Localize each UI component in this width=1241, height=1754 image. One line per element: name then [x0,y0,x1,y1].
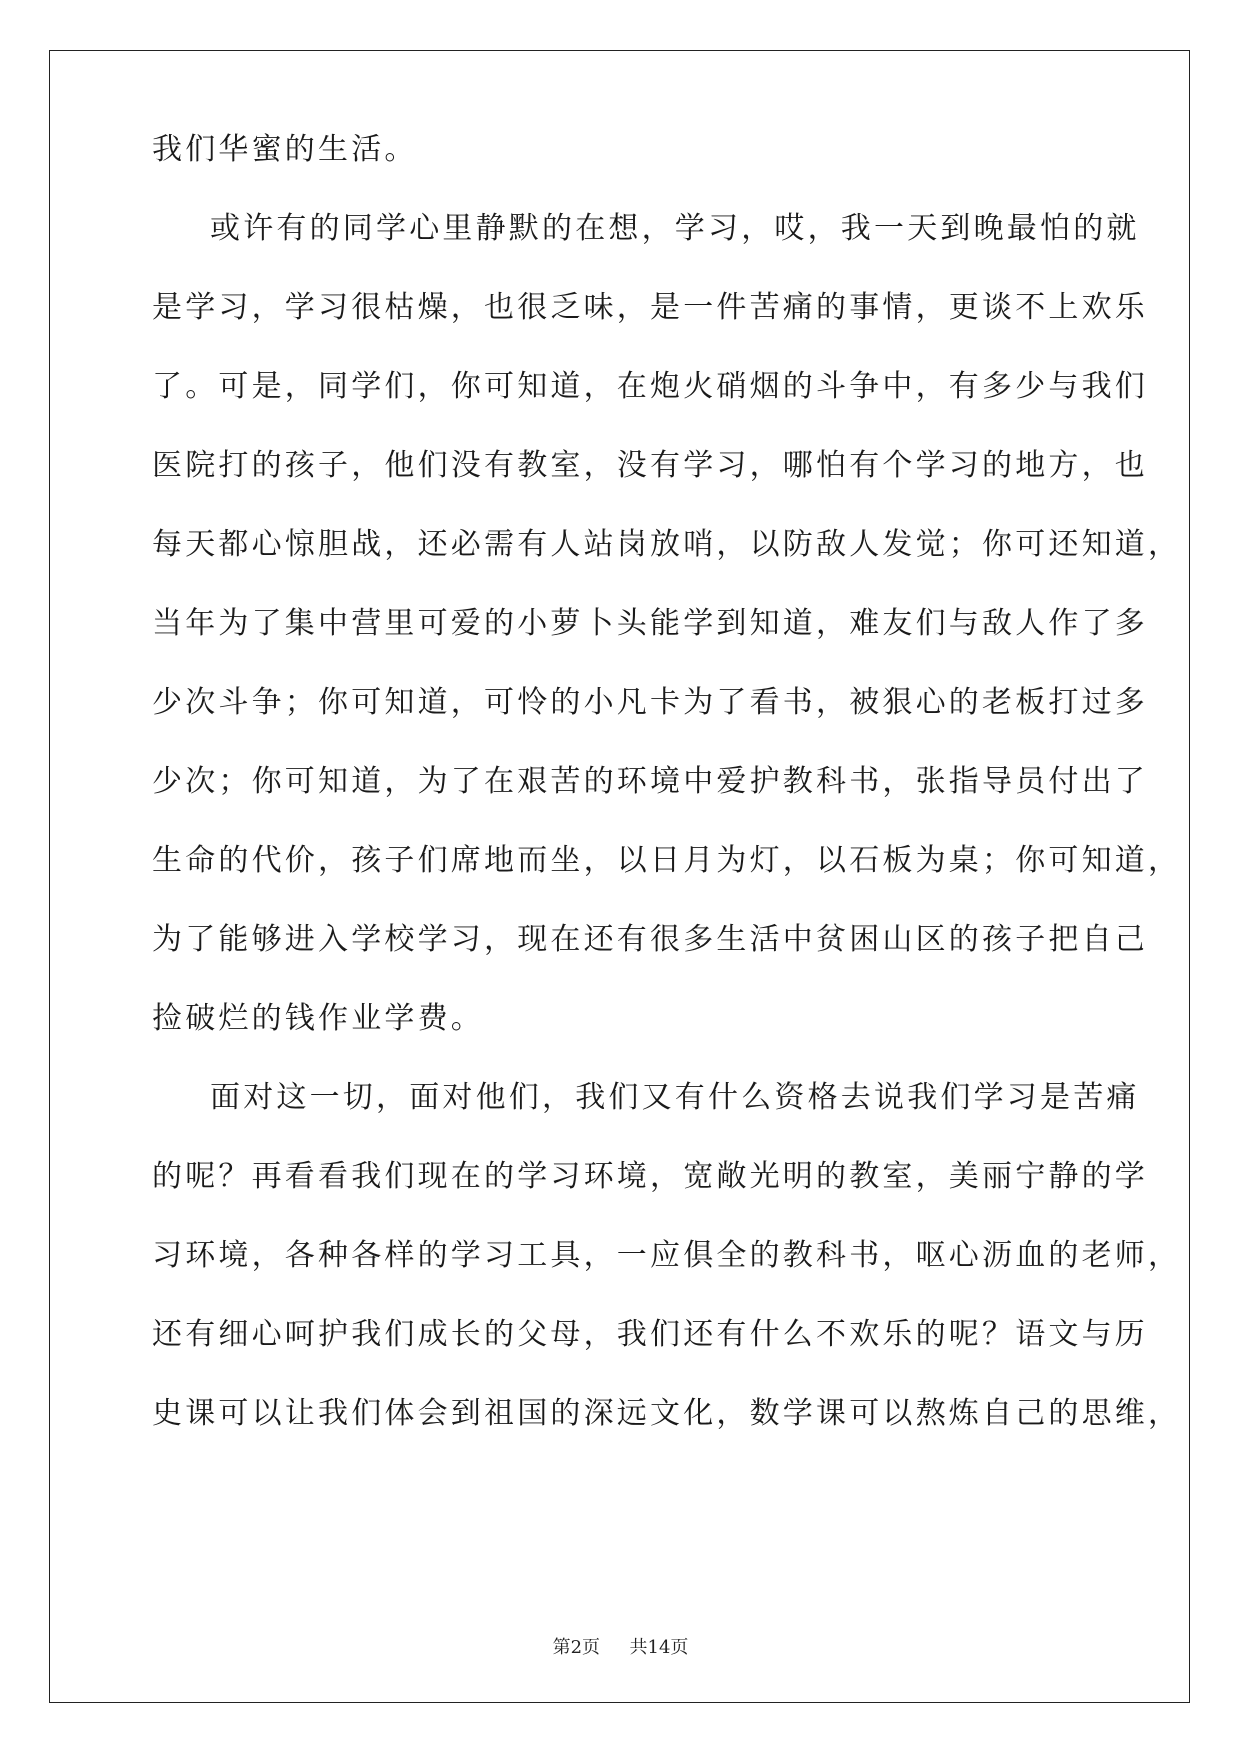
text-line: 面对这一切，面对他们，我们又有什么资格去说我们学习是苦痛 [210,1080,1140,1115]
paragraph-1 [152,110,1092,189]
text-line: 史课可以让我们体会到祖国的深远文化，数学课可以熬炼自己的思维， [152,1396,1182,1431]
page-number: 第2页 [552,1637,601,1658]
text-line: 的呢？再看看我们现在的学习环境，宽敞光明的教室，美丽宁静的学 [152,1159,1148,1194]
text-line: 捡破烂的钱作业学费。 [152,1001,484,1036]
text-line: 少次；你可知道，为了在艰苦的环境中爱护教科书，张指导员付出了 [152,764,1148,799]
text-line: 我们华蜜的生活。 [152,132,418,167]
text-line: 生命的代价，孩子们席地而坐，以日月为灯，以石板为桌；你可知道， [152,843,1182,878]
page-total: 共14页 [629,1637,689,1658]
paragraph-3 [152,1058,1182,1453]
text-line: 习环境，各种各样的学习工具，一应俱全的教科书，呕心沥血的老师， [152,1238,1182,1273]
text-line: 每天都心惊胆战，还必需有人站岗放哨，以防敌人发觉；你可还知道， [152,527,1182,562]
text-line: 少次斗争；你可知道，可怜的小凡卡为了看书，被狠心的老板打过多 [152,685,1148,720]
text-line: 为了能够进入学校学习，现在还有很多生活中贫困山区的孩子把自己 [152,922,1148,957]
text-line: 或许有的同学心里静默的在想，学习，哎，我一天到晚最怕的就 [210,211,1140,246]
text-line: 还有细心呵护我们成长的父母，我们还有什么不欢乐的呢？语文与历 [152,1317,1148,1352]
text-line: 当年为了集中营里可爱的小萝卜头能学到知道，难友们与敌人作了多 [152,606,1148,641]
page-footer [0,1633,1241,1659]
text-line: 了。可是，同学们，你可知道，在炮火硝烟的斗争中，有多少与我们 [152,369,1148,404]
document-body [152,132,1182,1453]
text-line: 是学习，学习很枯燥，也很乏味，是一件苦痛的事情，更谈不上欢乐 [152,290,1148,325]
text-line: 医院打的孩子，他们没有教室，没有学习，哪怕有个学习的地方，也 [152,448,1148,483]
paragraph-2 [152,189,1182,1058]
